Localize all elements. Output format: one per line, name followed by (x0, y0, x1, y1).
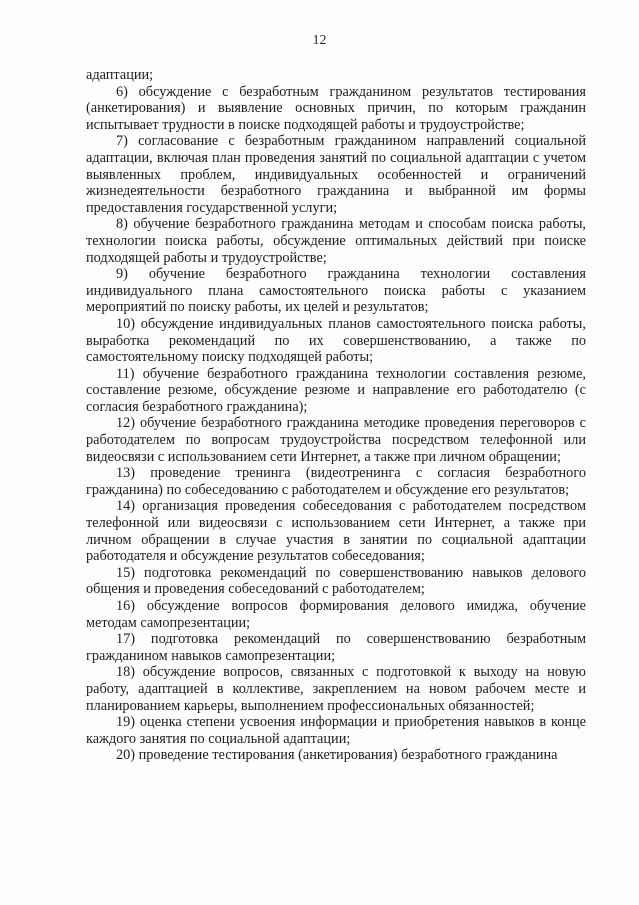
list-item-10: 10) обсуждение индивидуальных планов самостоятельного поиска работы, выработка рекомендаций по их совершенствованию, а также по самостоятельному поиску подходящей работы; (86, 315, 586, 366)
list-item-20: 20) проведение тестирования (анкетирования) безработного гражданина (116, 747, 558, 764)
list-item-16: 16) обсуждение вопросов формирования делового имиджа, обучение методам самопрезентации; (86, 598, 586, 631)
list-item-9: 9) обучение безработного гражданина технологии составления индивидуального плана самостоятельного поиска работы с указанием мероприятий по поиску работы, их целей и результатов; (86, 266, 586, 316)
list-item-18: 18) обсуждение вопросов, связанных с подготовкой к выходу на новую работу, адаптацией в коллективе, закреплением на новом рабочем месте и планированием карьеры, выполнением профессиональных обязанностей; (86, 664, 586, 714)
list-item-17: 17) подготовка рекомендаций по совершенствованию безработным гражданином навыков самопрезентации; (86, 631, 586, 664)
list-item-13: 13) проведение тренинга (видеотренинга с согласия безработного гражданина) по собеседованию с работодателем и обсуждение его результатов; (86, 465, 586, 498)
page-number: 12 (312, 33, 327, 48)
list-item-12: 12) обучение безработного гражданина методике проведения переговоров с работодателем по вопросам трудоустройства посредством телефонной или видеосвязи с использованием сети Интернет, а также при личном обращении; (86, 415, 586, 465)
list-item-15: 15) подготовка рекомендаций по совершенствованию навыков делового общения и проведения собеседований с работодателем; (86, 564, 586, 598)
list-item-6: 6) обсуждение с безработным гражданином результатов тестирования (анкетирования) и выявление основных причин, по которым гражданин испытывает трудности в поиске подходящей работы и трудоустройстве; (86, 83, 586, 133)
list-item-7: 7) согласование с безработным гражданином направлений социальной адаптации, включая план проведения занятий по социальной адаптации с учетом выявленных проблем, индивидуальных особенностей и ограничений жизнедеятельности безработного гражданина и выбранной им формы предоставления государственной услуги; (86, 133, 586, 216)
document-body (86, 67, 586, 764)
list-item-14: 14) организация проведения собеседования с работодателем посредством телефонной или видеосвязи с использованием сети Интернет, а также при личном обращении в случае участия в занятии по социальной адаптации работодателя и обсуждение результатов собеседования; (86, 498, 586, 565)
list-item-11: 11) обучение безработного гражданина технологии составления резюме, составление резюме, обсуждение резюме и направление его работодателю (с согласия безработного гражданина); (86, 365, 586, 415)
list-item-8: 8) обучение безработного гражданина методам и способам поиска работы, технологии поиска работы, обсуждение оптимальных действий при поиске подходящей работы и трудоустройстве; (86, 216, 586, 266)
paragraph-continuation: адаптации; (86, 67, 154, 83)
list-item-19: 19) оценка степени усвоения информации и приобретения навыков в конце каждого занятия по социальной адаптации; (86, 714, 586, 747)
